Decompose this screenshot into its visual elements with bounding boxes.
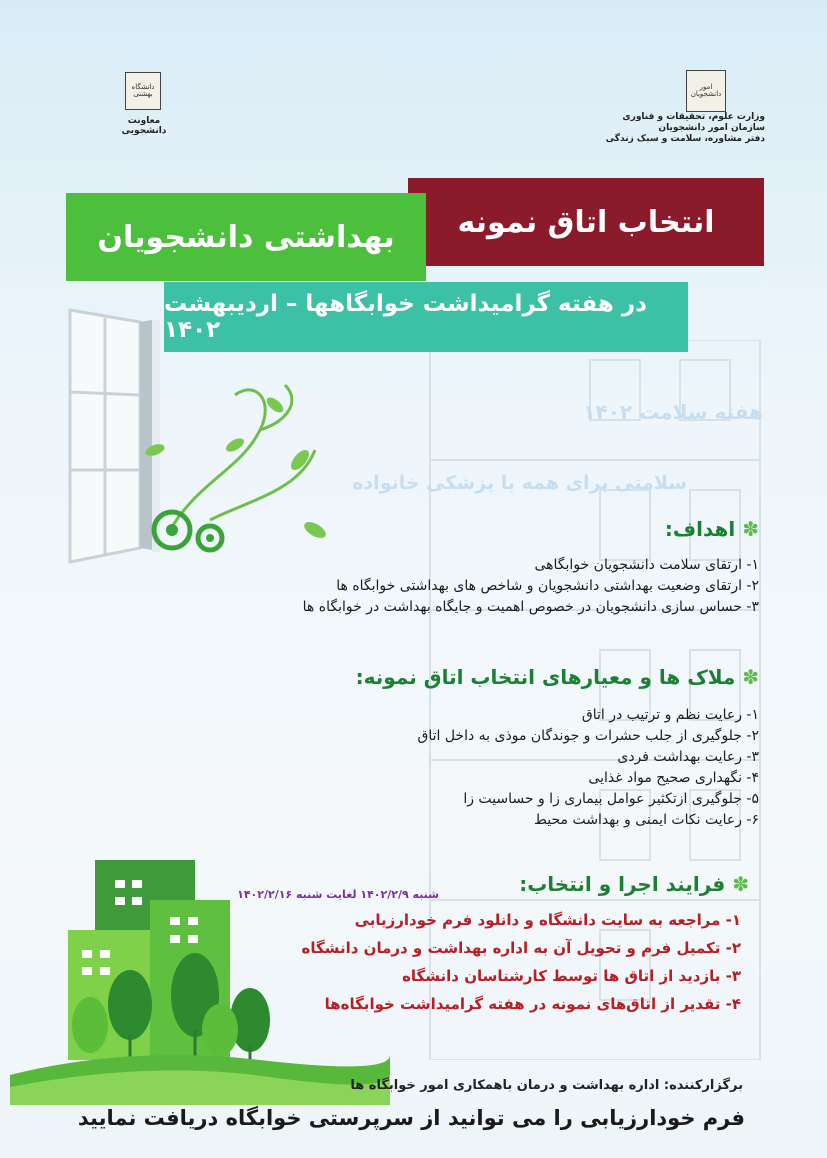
ministry-caption	[545, 112, 765, 145]
criteria-heading	[59, 665, 759, 689]
process-item-2: ۲- تکمیل فرم و تحویل آن به اداره بهداشت و درمان دانشگاه	[301, 939, 741, 957]
process-item-1: ۱- مراجعه به سایت دانشگاه و دانلود فرم خودارزیابی	[354, 911, 741, 929]
title-banner: انتخاب اتاق نمونه	[408, 178, 764, 266]
university-logo	[125, 72, 161, 110]
ministry-line-2: سازمان امور دانشجویان	[658, 123, 765, 133]
process-heading-text: فرایند اجرا و انتخاب:	[519, 872, 726, 896]
process-item-3: ۳- بازدید از اتاق ها توسط کارشناسان دانشگاه	[402, 967, 741, 985]
ministry-logo	[686, 70, 726, 112]
goals-section	[59, 517, 759, 618]
ministry-line-1: وزارت علوم، تحقیقات و فناوری	[622, 112, 765, 122]
slogan-text: سلامتی برای همه با پزشکی خانواده	[352, 472, 687, 494]
process-item-4: ۴- تقدیر از اتاق‌های نمونه در هفته گرامیداشت خوابگاه‌ها	[324, 995, 741, 1013]
goal-item-3: ۳- حساس سازی دانشجویان در خصوص اهمیت و جایگاه بهداشت در خوابگاه ها	[302, 599, 759, 615]
criteria-item-3: ۳- رعایت بهداشت فردی	[617, 749, 759, 765]
ministry-line-3: دفتر مشاوره، سلامت و سبک زندگی	[605, 134, 765, 144]
organizer-text: برگزارکننده: اداره بهداشت و درمان باهمکاری امور خوابگاه ها	[350, 1078, 743, 1093]
criteria-heading-text: ملاک ها و معیارهای انتخاب اتاق نمونه:	[355, 665, 736, 689]
student-affairs-caption: معاونت دانشجویی	[121, 116, 167, 136]
subtitle-banner: بهداشتی دانشجویان	[66, 193, 426, 281]
criteria-item-5: ۵- جلوگیری ازتکثیر عوامل بیماری زا و حساسیت زا	[463, 791, 759, 807]
criteria-section	[59, 665, 759, 831]
goal-item-1: ۱- ارتقای سلامت دانشجویان خوابگاهی	[534, 557, 759, 573]
process-date-note: شنبه ۱۴۰۲/۲/۹ لغایت شنبه ۱۴۰۲/۲/۱۶	[237, 888, 439, 901]
week-banner: در هفته گرامیداشت خوابگاهها – اردیبهشت ۱۴۰۲	[164, 282, 688, 352]
criteria-item-6: ۶- رعایت نکات ایمنی و بهداشت محیط	[533, 812, 759, 828]
ministry-logo-text: امور دانشجویان	[690, 83, 722, 98]
criteria-item-2: ۲- جلوگیری از جلب حشرات و جوندگان موذی به داخل اتاق	[417, 728, 759, 744]
university-logo-text: دانشگاه بهشتی	[131, 83, 155, 98]
star-icon: ✽	[742, 517, 759, 541]
goals-heading	[59, 517, 759, 541]
star-icon: ✽	[742, 665, 759, 689]
criteria-item-1: ۱- رعایت نظم و ترتیب در اتاق	[581, 707, 759, 723]
star-icon: ✽	[732, 872, 749, 896]
goals-heading-text: اهداف:	[664, 517, 736, 541]
goal-item-2: ۲- ارتقای وضعیت بهداشتی دانشجویان و شاخص های بهداشتی خوابگاه ها	[336, 578, 759, 594]
form-note-text: فرم خودارزیابی را می توانید از سرپرستی خوابگاه دریافت نمایید	[77, 1106, 745, 1130]
process-list	[181, 906, 741, 1018]
criteria-item-4: ۴- نگهداری صحیح مواد غذایی	[588, 770, 759, 786]
health-week-text: هفته سلامت ۱۴۰۲	[583, 400, 763, 424]
